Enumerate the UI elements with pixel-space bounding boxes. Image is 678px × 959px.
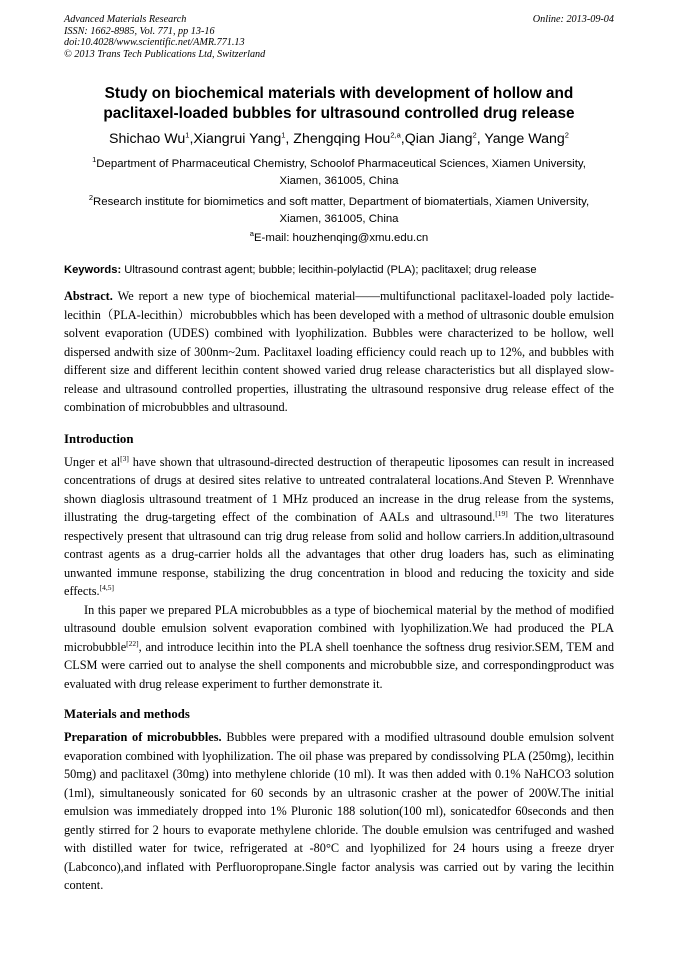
author-list: [64, 129, 614, 149]
citation: [3]: [120, 453, 129, 463]
email-text: E-mail: houzhenqing@xmu.edu.cn: [253, 232, 429, 245]
affiliation-mark: 1: [92, 155, 97, 165]
paragraph-text: , and introduce lecithin into the PLA shell toenhance the softness drug resivior.SEM, TEM and CLSM were carried out to analyse the shell components and microbubble size, and correspondingproduct was evaluated with drug release experiment to further demonstrate it.: [64, 639, 614, 691]
introduction-heading: Introduction: [64, 431, 134, 446]
abstract-text: We report a new type of biochemical material——multifunctional paclitaxel-loaded poly lactide-lecithin（PLA-lecithin）microbubbles which has been developed with a method of ultrasonic double emulsion solvent evaporation (UDES) combined with lyophilization. Bubbles were characterized to be hollow, well dispersed andwith size of 300nm~2um. Paclitaxel loading efficiency could reach up to 12%, and bubbles with different size and different lecithin content showed varied drug release characteristics but all displayed slow-release and ultrasound controlled properties, illustrating the ultrasound responsive drug release effect of the combination of microbubbles and ultrasound.: [64, 289, 614, 415]
issn-line: ISSN: 1662-8985, Vol. 771, pp 13-16: [64, 25, 215, 37]
methods-paragraph: [64, 728, 614, 895]
methods-heading: Materials and methods: [64, 707, 190, 722]
affiliation-city: Xiamen, 361005, China: [279, 213, 399, 226]
author-affiliation-mark: 2: [564, 130, 569, 140]
keywords-label: Keywords:: [64, 264, 122, 277]
citation: [4,5]: [99, 583, 114, 593]
copyright-line: © 2013 Trans Tech Publications Ltd, Switzerland: [64, 48, 266, 60]
author-affiliation-mark: 2: [472, 130, 477, 140]
abstract-label: Abstract.: [64, 289, 113, 304]
paragraph-text: The two literatures respectively present that ultrasound can trig drug release from solid and hollow carriers.In addition,ultrasound contrast agents as a drug-carrier holds all the advantages that other drug loaders has, such as eliminating unwanted immune response, stabilizing the drug concentration in blood and reducing the toxicity and side effects.: [64, 510, 615, 599]
affiliation-text: Department of Pharmaceutical Chemistry, Schoolof Pharmaceutical Sciences, Xiamen University,: [96, 158, 586, 171]
author-name: Shichao Wu: [109, 131, 186, 148]
author-affiliation-mark: 2,a: [390, 130, 401, 140]
doi-line: doi:10.4028/www.scientific.net/AMR.771.13: [64, 37, 245, 49]
online-date: Online: 2013-09-04: [532, 14, 614, 25]
author-name: ,Qian Jiang: [400, 131, 473, 148]
author-name: , Zhengqing Hou: [285, 131, 391, 148]
journal-name: Advanced Materials Research: [64, 14, 187, 25]
author-name: , Yange Wang: [476, 131, 565, 148]
introduction-paragraph-2: [64, 601, 614, 694]
corresponding-email: [64, 230, 614, 247]
abstract: [64, 287, 614, 417]
author-name: ,Xiangrui Yang: [189, 131, 282, 148]
affiliation-city: Xiamen, 361005, China: [279, 175, 399, 188]
email-mark: a: [249, 229, 254, 239]
title-line-2: paclitaxel-loaded bubbles for ultrasound controlled drug release: [103, 105, 575, 123]
preparation-label: Preparation of microbubbles.: [64, 730, 222, 745]
paragraph-text: have shown that ultrasound-directed destruction of therapeutic liposomes can result in increased concentrations of drugs at desired sites relative to untreated contralateral locations.And Steven P. Wrennhave shown diaglosis ultrasound treatment of 1 MHz produced an increase in the drug release from the systems, illustrating the drug-targeting effect of the combination of AALs and ultrasound.: [64, 454, 614, 525]
affiliation-text: Research institute for biomimetics and soft matter, Department of biomatertials, Xiamen University,: [93, 196, 590, 209]
citation: [22]: [126, 638, 139, 648]
author-affiliation-mark: 1: [185, 130, 190, 140]
affiliation-mark: 2: [88, 193, 94, 203]
keywords-text: Ultrasound contrast agent; bubble; lecithin-polylactid (PLA); paclitaxel; drug release: [121, 264, 537, 277]
author-affiliation-mark: 1: [281, 130, 286, 140]
citation: [19]: [495, 509, 508, 519]
introduction-paragraph-1: [64, 453, 614, 601]
affiliation-1: [64, 156, 614, 190]
journal-header: [64, 14, 614, 60]
keywords: [64, 262, 614, 278]
affiliation-2: [64, 194, 614, 228]
paper-title: [64, 84, 614, 124]
title-line-1: Study on biochemical materials with development of hollow and: [104, 85, 574, 103]
paragraph-text: In this paper we prepared PLA microbubbles as a type of biochemical material by the method of modified ultrasound double emulsion solvent evaporation combined with lyophilization.We had produced the PLA microbubble: [64, 602, 614, 654]
paragraph-text: Unger et al: [64, 454, 121, 469]
paragraph-text: Bubbles were prepared with a modified ultrasound double emulsion solvent evaporation combined with lyophilization. The oil phase was prepared by condissolving PLA (250mg), lecithin 50mg) and paclitaxel (30mg) into methylene chloride (10 ml). It was then added with 0.1% NaHCO3 solution (1ml), simultaneously sonicated for 60 seconds by an ultrasonic crasher at the power of 200W.The initial emulsion was immediately dropped into 1% Pluronic 188 solution(100 ml), sonicatedfor 60seconds and then gently stirred for 2 hours to evaporate methylene chloride. The double emulsion was centrifuged and washed with distilled water for twice, refrigerated at -80°C and lyophilized for 24 hours using a freeze dryer (Labconco),and inflated with Perfluoropropane.Single factor analysis was carried out by varing the lecithin content.: [64, 730, 614, 893]
